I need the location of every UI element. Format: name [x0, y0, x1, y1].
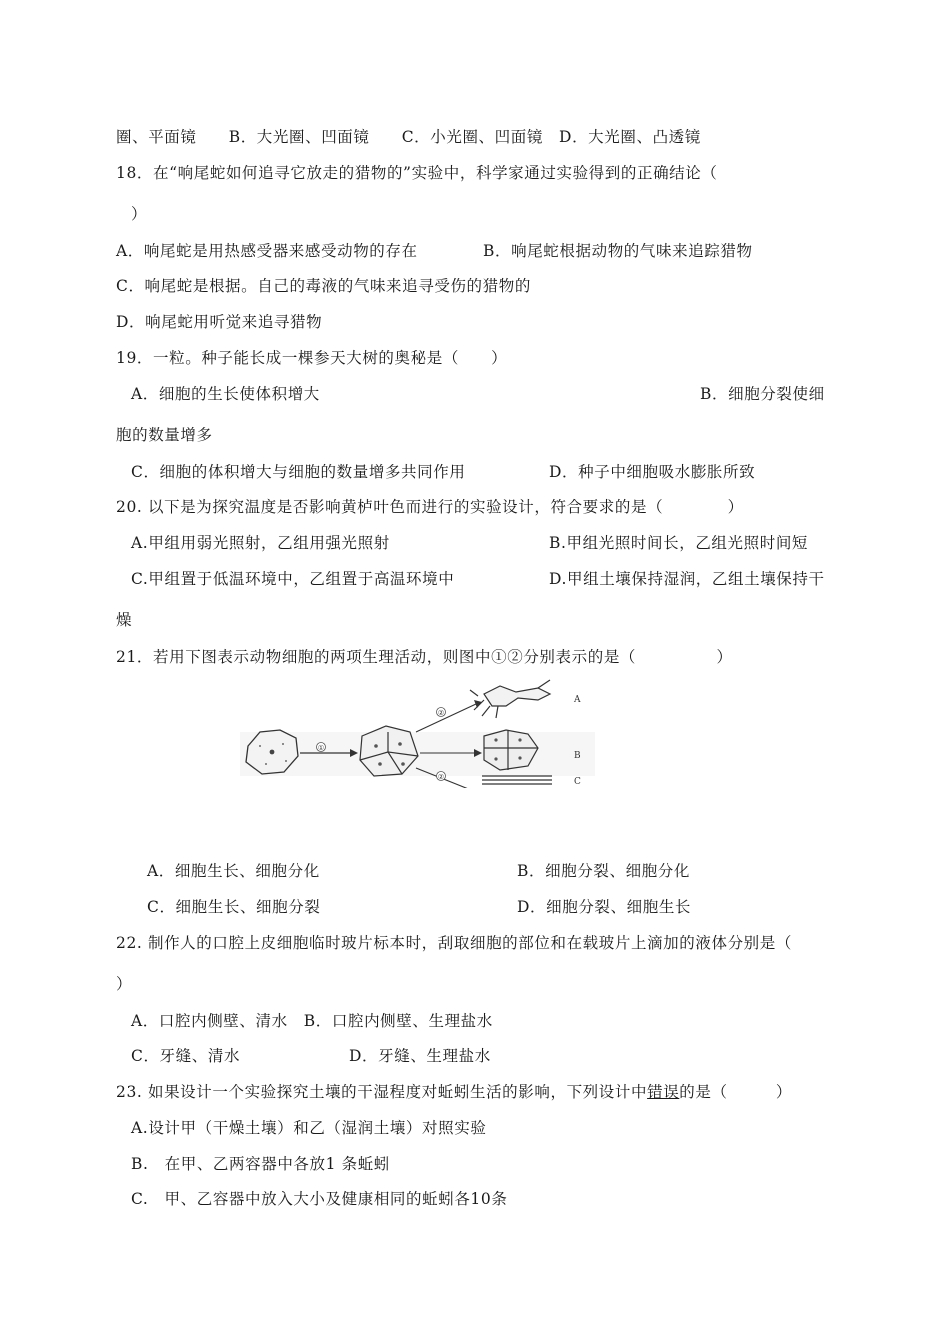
- q20-option-d: D.甲组土壤保持湿润，乙组土壤保持干: [549, 570, 825, 588]
- label-b: B: [574, 751, 581, 761]
- q18-option-c: C．响尾蛇是根据。自己的毒液的气味来追寻受伤的猎物的: [116, 277, 531, 295]
- q21-option-b: B．细胞分裂、细胞分化: [517, 862, 690, 880]
- q20-option-b: B.甲组光照时间长，乙组光照时间短: [549, 534, 809, 552]
- q18-option-d: D．响尾蛇用听觉来追寻猎物: [116, 313, 323, 331]
- q20-option-d-cont: 燥: [116, 611, 133, 629]
- q23-option-c: C. 甲、乙容器中放入大小及健康相同的蚯蚓各10条: [131, 1190, 508, 1208]
- q23-stem: [116, 1082, 792, 1102]
- label-c: C: [574, 777, 581, 787]
- step2-label-bottom: ②: [437, 773, 445, 781]
- q22-stem-end: ）: [116, 975, 133, 993]
- q20-option-a: A.甲组用弱光照射，乙组用强光照射: [131, 534, 390, 552]
- label-a: A: [574, 695, 581, 705]
- cell-activity-diagram: [238, 676, 598, 788]
- q22-options-ab: A．口腔内侧壁、清水 B．口腔内侧壁、生理盐水: [131, 1012, 493, 1030]
- q18-stem-end: ）: [131, 205, 148, 223]
- q19-option-a: A．细胞的生长使体积增大: [131, 385, 320, 403]
- muscle-fibers: [482, 776, 552, 784]
- q18-stem: 18．在“响尾蛇如何追寻它放走的猎物的”实验中，科学家通过实验得到的正确结论（: [116, 164, 718, 182]
- q20-stem: 20. 以下是为探究温度是否影响黄栌叶色而进行的实验设计，符合要求的是（ ）: [116, 498, 744, 516]
- q23-stem-a: 23. 如果设计一个实验探究土壤的干湿程度对蚯蚓生活的影响，下列设计中: [116, 1083, 648, 1101]
- q18-option-a: A．响尾蛇是用热感受器来感受动物的存在: [116, 242, 418, 260]
- q21-option-a: A．细胞生长、细胞分化: [147, 862, 320, 880]
- q21-option-d: D．细胞分裂、细胞生长: [517, 898, 692, 916]
- q21-option-c: C．细胞生长、细胞分裂: [147, 898, 321, 916]
- q22-option-c: C．牙缝、清水: [131, 1047, 241, 1065]
- q17-options-tail: 圈、平面镜 B．大光圈、凹面镜 C．小光圈、凹面镜 D．大光圈、凸透镜: [116, 128, 701, 146]
- q20-option-c: C.甲组置于低温环境中，乙组置于高温环境中: [131, 570, 455, 588]
- q19-option-c: C．细胞的体积增大与细胞的数量增多共同作用: [131, 463, 466, 481]
- q22-option-d: D．牙缝、生理盐水: [349, 1047, 491, 1065]
- q21-stem: 21．若用下图表示动物细胞的两项生理活动，则图中①②分别表示的是（ ）: [116, 648, 733, 666]
- q23-option-a: A.设计甲（干燥土壤）和乙（湿润土壤）对照实验: [131, 1119, 487, 1137]
- step2-label-top: ②: [437, 709, 445, 717]
- q19-option-b: B．细胞分裂使细: [700, 385, 825, 403]
- q23-stem-underlined: 错误: [647, 1083, 680, 1101]
- q22-stem: 22. 制作人的口腔上皮细胞临时玻片标本时，刮取细胞的部位和在载玻片上滴加的液体分别是（: [116, 934, 792, 952]
- q23-option-b: B. 在甲、乙两容器中各放1 条蚯蚓: [131, 1155, 390, 1173]
- q19-stem: 19．一粒。种子能长成一棵参天大树的奥秘是（ ）: [116, 349, 508, 367]
- q19-option-b-cont: 胞的数量增多: [116, 426, 213, 444]
- q18-option-b: B．响尾蛇根据动物的气味来追踪猎物: [483, 242, 753, 260]
- step1-label: ①: [317, 744, 325, 752]
- q23-stem-c: 的是（ ）: [679, 1083, 792, 1101]
- q19-option-d: D．种子中细胞吸水膨胀所致: [549, 463, 756, 481]
- nerve-cell: [470, 680, 550, 718]
